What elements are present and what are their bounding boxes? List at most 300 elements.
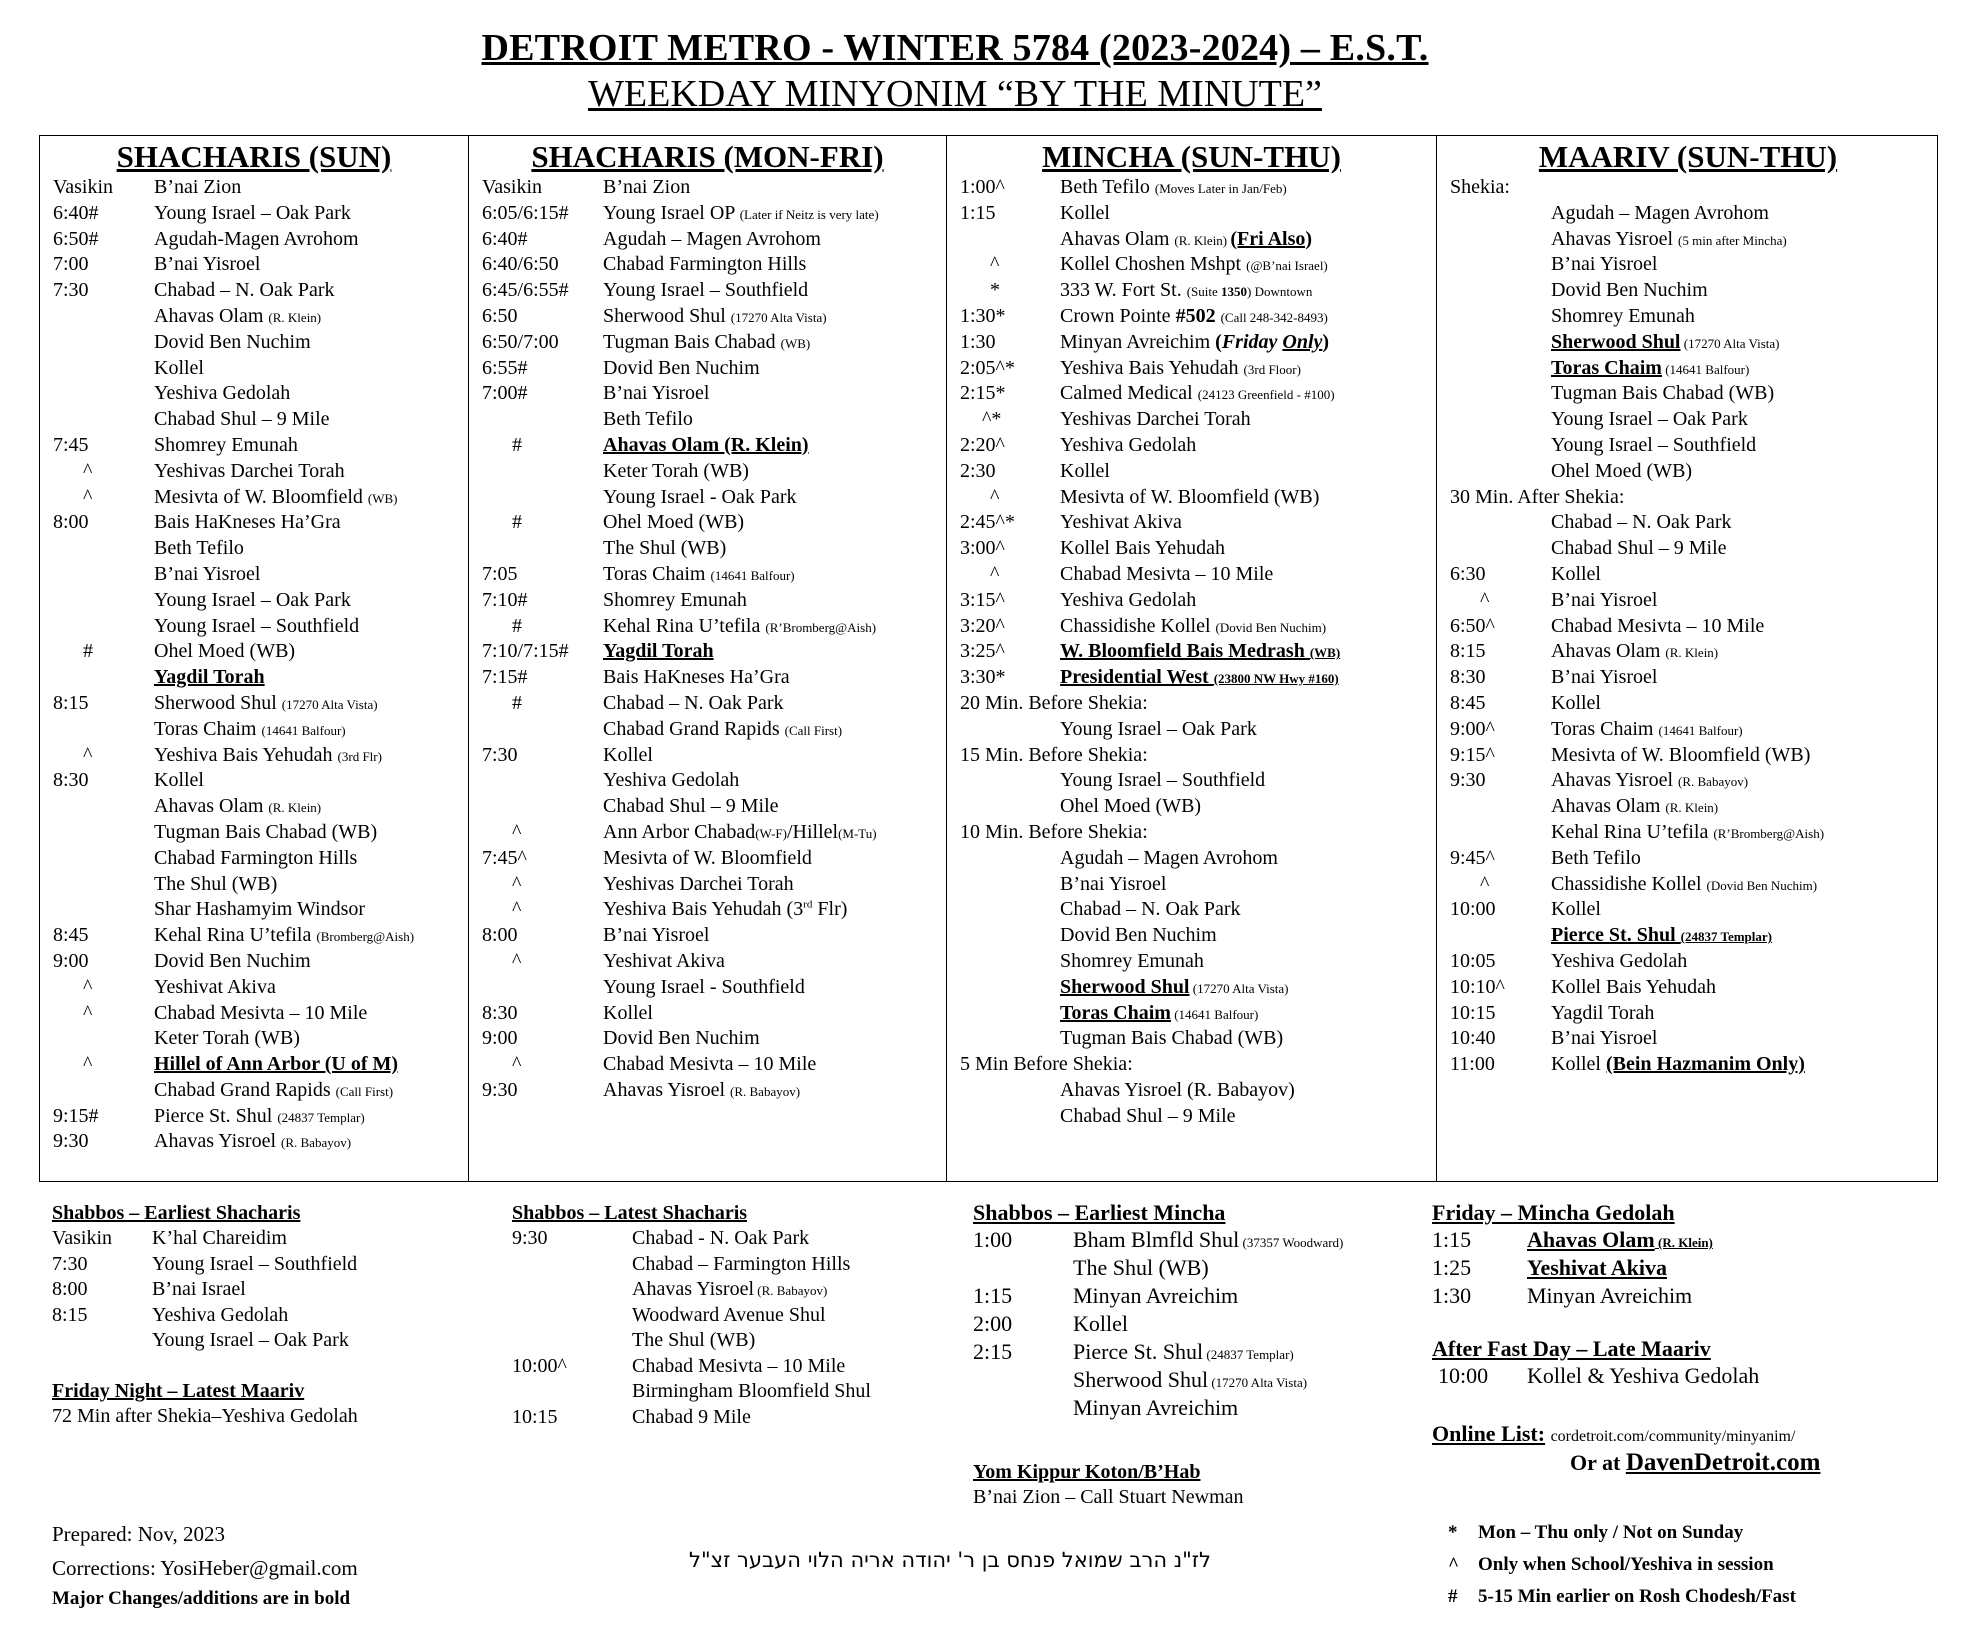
minyan-name — [1551, 975, 1716, 1001]
online-list-label: Online List: — [1432, 1421, 1546, 1446]
minyan-text: Ahavas Yisroel — [1551, 227, 1679, 250]
minyan-text: Yeshivas Darchei Torah — [154, 459, 345, 482]
or-at-label: Or at — [1570, 1450, 1621, 1475]
schedule-row — [53, 1052, 468, 1078]
minyan-text: Dovid Ben Nuchim — [1060, 924, 1217, 947]
list-item — [512, 1277, 932, 1303]
minyan-text: Chabad Grand Rapids — [603, 717, 785, 740]
schedule-row — [53, 175, 468, 201]
minyan-text: Tugman Bais Chabad (WB) — [154, 820, 378, 843]
minyan-text: Shomrey Emunah — [1551, 304, 1695, 327]
time: 6:55# — [482, 356, 528, 379]
legend-text: 5-15 Min earlier on Rosh Chodesh/Fast — [1478, 1586, 1796, 1607]
minyan-text: Mesivta of W. Bloomfield — [154, 485, 368, 508]
time: 9:30 — [53, 1130, 89, 1153]
minyan-text: Ahavas Yisroel — [603, 1078, 731, 1101]
list-item — [512, 1405, 932, 1431]
schedule-row — [1450, 201, 1939, 227]
minyan-name — [1060, 510, 1182, 536]
minyan-text: (Fri Also) — [1230, 227, 1313, 250]
daven-detroit-link[interactable]: DavenDetroit.com — [1625, 1449, 1821, 1476]
schedule-row — [482, 433, 946, 459]
time: 2:15* — [960, 382, 1006, 405]
schedule-row — [53, 691, 468, 717]
minyan-name — [1551, 820, 1824, 847]
time: 9:45^ — [1450, 846, 1495, 869]
minyan-note: (R. Klein) — [1654, 1235, 1713, 1250]
minyan-text: Ahavas Olam — [1060, 227, 1175, 250]
schedule-row — [53, 872, 468, 898]
time: 1:00 — [973, 1227, 1013, 1252]
schedule-row — [1450, 407, 1939, 433]
minyan-name — [1551, 227, 1787, 254]
minyan-name — [1060, 846, 1278, 872]
schedule-row — [960, 949, 1436, 975]
column-mincha — [946, 136, 1436, 1181]
minyan-name — [1060, 252, 1328, 279]
minyan-name — [603, 227, 821, 253]
schedule-row — [960, 975, 1436, 1001]
minyan-text: Young Israel – Oak Park — [154, 201, 351, 224]
time: 8:30 — [53, 769, 89, 792]
minyan-name — [1073, 1310, 1128, 1338]
schedule-row — [53, 768, 468, 794]
time: ^ — [83, 975, 93, 998]
schedule-row — [1450, 278, 1939, 304]
schedule-row — [482, 278, 946, 304]
minyan-name — [1551, 588, 1657, 614]
minyan-text: Chabad Mesivta – 10 Mile — [1551, 614, 1765, 637]
section-heading: Shabbos – Latest Shacharis — [512, 1202, 748, 1224]
schedule-row — [53, 614, 468, 640]
schedule-row — [482, 743, 946, 769]
minyan-text: Yeshiva Bais Yehudah — [154, 743, 338, 766]
minyan-note: (WB) — [780, 335, 811, 351]
minyan-name — [1060, 330, 1329, 356]
minyan-text: Kollel — [1073, 1311, 1128, 1336]
shabbos-earliest-shacharis — [52, 1200, 472, 1354]
minyan-text: Yeshiva Gedolah — [603, 769, 740, 792]
minyan-name — [603, 562, 795, 589]
time: ^ — [512, 949, 522, 972]
page-subtitle: WEEKDAY MINYONIM “BY THE MINUTE” — [588, 73, 1322, 115]
schedule-row — [482, 665, 946, 691]
minyan-text: The Shul (WB) — [603, 537, 727, 560]
legend-item — [1448, 1586, 1796, 1608]
schedule-row — [482, 846, 946, 872]
minyan-note: (M-Tu) — [838, 825, 877, 841]
minyan-name — [1060, 949, 1204, 975]
minyan-name — [154, 562, 260, 588]
minyan-name — [1060, 768, 1265, 794]
time: 9:00 — [53, 949, 89, 972]
minyan-text: Sherwood Shul — [603, 304, 731, 327]
time: 1:15 — [960, 201, 996, 224]
friday-night-latest-maariv — [52, 1378, 472, 1430]
minyan-note: (23800 NW Hwy #160) — [1213, 671, 1339, 687]
group-label: 15 Min. Before Shekia: — [960, 743, 1148, 766]
time: 3:30* — [960, 666, 1006, 689]
schedule-row — [1450, 562, 1939, 588]
time: ^ — [83, 485, 93, 508]
minyan-text: Kollel — [1551, 1053, 1606, 1076]
time: 2:15 — [973, 1339, 1013, 1364]
list-item — [1432, 1226, 1892, 1254]
minyan-text: Ann Arbor Chabad — [603, 820, 756, 843]
minyan-name — [154, 1052, 398, 1078]
minyan-name — [154, 794, 321, 821]
minyan-text: Dovid Ben Nuchim — [154, 949, 311, 972]
minyan-note: (17270 Alta Vista) — [281, 696, 378, 712]
list-item — [52, 1303, 472, 1329]
time: 3:20^ — [960, 614, 1005, 637]
list-item — [1432, 1282, 1892, 1310]
minyan-text: Kollel — [1551, 562, 1601, 585]
section-heading: Yom Kippur Koton/B’Hab — [973, 1461, 1201, 1483]
major-changes-note: Major Changes/additions are in bold — [52, 1588, 351, 1609]
minyan-text: Birmingham Bloomfield Shul — [632, 1380, 871, 1402]
group-label: 5 Min Before Shekia: — [960, 1053, 1133, 1076]
minyan-text: The Shul (WB) — [1073, 1255, 1209, 1280]
minyan-text: Bais HaKneses Ha’Gra — [154, 511, 341, 534]
schedule-row — [53, 1078, 468, 1104]
time: 10:00^ — [512, 1354, 567, 1377]
minyan-name — [1060, 975, 1289, 1002]
minyan-text: Agudah-Magen Avrohom — [154, 227, 359, 250]
schedule-row — [1450, 588, 1939, 614]
time: ^ — [512, 1053, 522, 1076]
time: 6:50# — [53, 227, 99, 250]
minyan-name — [603, 665, 790, 691]
section-text: B’nai Zion – Call Stuart Newman — [973, 1486, 1244, 1508]
time: 3:15^ — [960, 588, 1005, 611]
minyan-note: (@B’nai Israel) — [1246, 258, 1328, 274]
schedule-row — [482, 227, 946, 253]
schedule-row — [960, 1078, 1436, 1104]
column-heading: SHACHARIS (MON-FRI) — [531, 139, 884, 174]
time: # — [512, 691, 522, 714]
minyan-name — [154, 459, 345, 485]
minyan-name — [603, 614, 876, 641]
minyan-text: Tugman Bais Chabad (WB) — [1551, 382, 1775, 405]
minyan-name — [1551, 407, 1748, 433]
minyan-text: Chabad Mesivta – 10 Mile — [603, 1053, 817, 1076]
minyan-name — [1060, 278, 1312, 305]
schedule-row — [960, 717, 1436, 743]
minyan-note: (R. Klein) — [268, 800, 322, 816]
schedule-row — [960, 820, 1436, 846]
minyan-name — [632, 1226, 809, 1252]
schedule-row — [960, 510, 1436, 536]
minyan-text: Yeshiva Gedolah — [1060, 433, 1197, 456]
minyan-note: (3rd Floor) — [1243, 361, 1301, 377]
minyan-name — [154, 278, 335, 304]
minyan-text: rd — [803, 898, 813, 911]
time: 2:45^* — [960, 511, 1015, 534]
minyan-name — [154, 485, 398, 512]
minyan-name — [603, 794, 779, 820]
minyan-name — [154, 691, 378, 718]
minyan-name — [154, 1026, 300, 1052]
minyan-name — [603, 949, 725, 975]
minyan-text: Yeshiva Gedolah — [1551, 949, 1688, 972]
minyan-name — [154, 639, 295, 665]
schedule-row — [960, 252, 1436, 278]
time: ^ — [83, 1001, 93, 1024]
list-item — [512, 1354, 932, 1380]
time: 7:30 — [52, 1252, 88, 1275]
minyan-text: Kehal Rina U’tefila — [154, 924, 317, 947]
schedule-row — [1450, 975, 1939, 1001]
list-item — [973, 1310, 1403, 1338]
schedule-row — [482, 304, 946, 330]
minyan-name — [1551, 356, 1749, 383]
schedule-row — [1450, 872, 1939, 898]
minyan-name — [1551, 846, 1641, 872]
minyan-text: Bais HaKneses Ha’Gra — [603, 666, 790, 689]
schedule-row — [53, 794, 468, 820]
time: 3:00^ — [960, 537, 1005, 560]
schedule-row — [482, 252, 946, 278]
minyan-text: Chabad Farmington Hills — [154, 846, 358, 869]
minyan-text: Chabad Shul – 9 Mile — [1551, 537, 1727, 560]
legend-symbol: ^ — [1448, 1554, 1460, 1575]
minyan-name — [154, 175, 241, 201]
schedule-row — [53, 356, 468, 382]
schedule-row — [1450, 923, 1939, 949]
group-label: 30 Min. After Shekia: — [1450, 485, 1625, 508]
time: 7:00# — [482, 382, 528, 405]
minyan-text: The Shul (WB) — [154, 872, 278, 895]
schedule-row — [1450, 639, 1939, 665]
column-maariv — [1436, 136, 1939, 1181]
minyan-note: (R. Klein) — [1665, 800, 1719, 816]
time: 10:00 — [1450, 898, 1496, 921]
minyan-name — [1551, 510, 1732, 536]
time: 9:15# — [53, 1104, 99, 1127]
schedule-row — [482, 1001, 946, 1027]
time: # — [512, 511, 522, 534]
schedule-row — [1450, 175, 1939, 201]
schedule-row — [1450, 252, 1939, 278]
minyan-name — [154, 1078, 393, 1105]
minyan-name — [1073, 1338, 1294, 1369]
minyan-name — [154, 846, 357, 872]
list-item — [973, 1394, 1403, 1422]
schedule-row — [482, 768, 946, 794]
minyan-name — [1551, 923, 1772, 950]
minyan-note: (R. Klein) — [1174, 232, 1231, 248]
schedule-row — [960, 304, 1436, 330]
minyan-text: Only — [1282, 330, 1323, 353]
minyan-note: (R’Bromberg@Aish) — [1713, 825, 1825, 841]
minyan-text: Young Israel OP — [603, 201, 740, 224]
minyan-text: Pierce St. Shul — [154, 1104, 278, 1127]
minyan-name — [603, 407, 693, 433]
minyan-text: /Hillel — [786, 820, 839, 843]
minyan-name — [603, 846, 812, 872]
schedule-row — [960, 459, 1436, 485]
time: # — [512, 614, 522, 637]
minyan-text: Ahavas Olam — [154, 304, 269, 327]
minyan-text: Dovid Ben Nuchim — [154, 330, 311, 353]
time: 10:10^ — [1450, 975, 1505, 998]
minyan-text: Kollel Choshen Mshpt — [1060, 253, 1247, 276]
minyan-text: Young Israel - Southfield — [603, 975, 805, 998]
minyan-name — [1073, 1366, 1307, 1397]
schedule-row — [1450, 1026, 1939, 1052]
schedule-row — [482, 794, 946, 820]
minyan-note: (14641 Balfour) — [1661, 361, 1750, 377]
minyan-text: Ahavas Olam (R. Klein) — [603, 433, 809, 456]
minyan-note: 1350 — [1221, 284, 1248, 300]
minyan-name — [154, 252, 260, 278]
minyan-note: (WB) — [367, 490, 398, 506]
minyan-text: Ohel Moed (WB) — [603, 511, 745, 534]
minyan-name — [1060, 872, 1166, 898]
minyan-note: (24123 Greenfield - #100) — [1197, 387, 1335, 403]
minyan-text: Ohel Moed (WB) — [154, 640, 296, 663]
schedule-row — [482, 1026, 946, 1052]
minyan-name — [1551, 562, 1601, 588]
minyan-text: Kollel Bais Yehudah — [1551, 975, 1716, 998]
schedule-row — [960, 1001, 1436, 1027]
schedule-row — [960, 614, 1436, 640]
minyan-name — [154, 381, 290, 407]
legend-text: Only when School/Yeshiva in session — [1478, 1554, 1774, 1575]
time: 6:45/6:55# — [482, 279, 569, 302]
minyan-text: B’nai Yisroel — [603, 382, 710, 405]
time: 2:30 — [960, 459, 996, 482]
schedule-row — [53, 1001, 468, 1027]
minyan-name — [152, 1252, 357, 1278]
minyan-name — [603, 304, 827, 331]
minyan-text: Beth Tefilo — [1551, 846, 1641, 869]
online-list-url[interactable]: cordetroit.com/community/minyanim/ — [1550, 1428, 1796, 1445]
schedule-row — [1450, 381, 1939, 407]
minyan-text: Crown Pointe — [1060, 304, 1176, 327]
schedule-row — [1450, 717, 1939, 743]
schedule-row — [960, 846, 1436, 872]
time: ^ — [990, 562, 1000, 585]
schedule-row — [960, 794, 1436, 820]
schedule-row — [482, 639, 946, 665]
time: ^ — [990, 253, 1000, 276]
column-shacharis-sun — [40, 136, 468, 1181]
minyan-text: Presidential West — [1060, 666, 1214, 689]
minyan-name — [154, 897, 365, 923]
minyan-text: Minyan Avreichim — [1073, 1395, 1239, 1420]
time: Vasikin — [53, 176, 113, 198]
minyan-name — [603, 278, 808, 304]
schedule-row — [1450, 768, 1939, 794]
minyan-text: The Shul (WB) — [632, 1329, 756, 1351]
minyan-text: Chabad Mesivta – 10 Mile — [632, 1354, 846, 1377]
schedule-row — [53, 846, 468, 872]
schedule-row — [960, 768, 1436, 794]
minyan-note: (17270 Alta Vista) — [1208, 1375, 1308, 1390]
time: ^ — [1480, 588, 1490, 611]
time: ^ — [512, 898, 522, 921]
minyan-name — [1551, 872, 1817, 899]
minyan-name — [1551, 691, 1601, 717]
schedule-row — [53, 330, 468, 356]
minyan-text: Kollel — [1060, 201, 1110, 224]
minyan-text: Yeshiva Bais Yehudah (3 — [603, 898, 804, 921]
minyan-name — [603, 252, 806, 278]
time: 8:00 — [52, 1278, 88, 1300]
group-label: 10 Min. Before Shekia: — [960, 820, 1148, 843]
minyan-text: Sherwood Shul — [154, 691, 282, 714]
schedule-row — [482, 588, 946, 614]
minyan-text: B’nai Yisroel — [154, 562, 261, 585]
minyan-text: Agudah – Magen Avrohom — [1060, 846, 1278, 869]
minyan-text: B’nai Yisroel — [603, 924, 710, 947]
minyan-text: Tugman Bais Chabad — [603, 330, 781, 353]
time: ^ — [512, 820, 522, 843]
minyan-text: Mesivta of W. Bloomfield (WB) — [1060, 485, 1320, 508]
minyan-name — [603, 743, 653, 769]
minyan-name: Kollel & Yeshiva Gedolah — [1527, 1363, 1760, 1388]
list-item — [973, 1282, 1403, 1310]
schedule-row — [482, 1078, 946, 1104]
minyan-text: Young Israel – Oak Park — [154, 588, 351, 611]
minyan-note: (R. Babayov) — [281, 1135, 352, 1151]
schedule-row — [960, 175, 1436, 201]
schedule-row — [53, 820, 468, 846]
page-title: DETROIT METRO - WINTER 5784 (2023-2024) – E.S.T. — [481, 27, 1429, 69]
minyan-text: B’nai Yisroel — [1551, 1027, 1658, 1050]
minyan-text: Chassidishe Kollel — [1551, 872, 1707, 895]
minyan-name — [603, 588, 747, 614]
schedule-row — [482, 381, 946, 407]
minyan-name — [1060, 407, 1251, 433]
minyan-name — [1060, 665, 1339, 692]
minyan-name — [1060, 227, 1312, 254]
online-list — [1432, 1420, 1912, 1478]
minyan-text: Toras Chaim — [154, 717, 262, 740]
minyan-text: Toras Chaim — [603, 562, 711, 585]
shabbos-earliest-mincha — [973, 1200, 1403, 1422]
schedule-row — [482, 485, 946, 511]
time: 7:15# — [482, 666, 528, 689]
minyan-text: Young Israel – Oak Park — [1551, 408, 1748, 431]
minyan-note: (R. Babayov) — [754, 1283, 828, 1298]
schedule-row — [1450, 743, 1939, 769]
time: 8:15 — [1450, 640, 1486, 663]
minyan-name — [1060, 639, 1340, 666]
minyan-text: Agudah – Magen Avrohom — [1551, 201, 1769, 224]
minyan-text: Kollel — [1551, 691, 1601, 714]
minyan-text: Woodward Avenue Shul — [632, 1303, 826, 1326]
time: # — [83, 640, 93, 663]
minyan-text: Kollel — [154, 356, 204, 379]
time: ^ — [1480, 872, 1490, 895]
minyan-name — [1060, 717, 1257, 743]
schedule-row — [1450, 433, 1939, 459]
schedule-row — [1450, 897, 1939, 923]
time: 1:30 — [1432, 1283, 1472, 1308]
schedule-row — [1450, 510, 1939, 536]
schedule-row — [53, 304, 468, 330]
minyan-text: Pierce St. Shul — [1551, 924, 1681, 947]
minyan-text: Yeshivat Akiva — [1527, 1255, 1667, 1280]
time: ^ — [990, 485, 1000, 508]
minyan-name — [1060, 1104, 1236, 1130]
schedule-row — [1450, 356, 1939, 382]
minyan-text: Hillel of Ann Arbor (U of M) — [154, 1053, 399, 1076]
minyan-name — [1060, 433, 1196, 459]
